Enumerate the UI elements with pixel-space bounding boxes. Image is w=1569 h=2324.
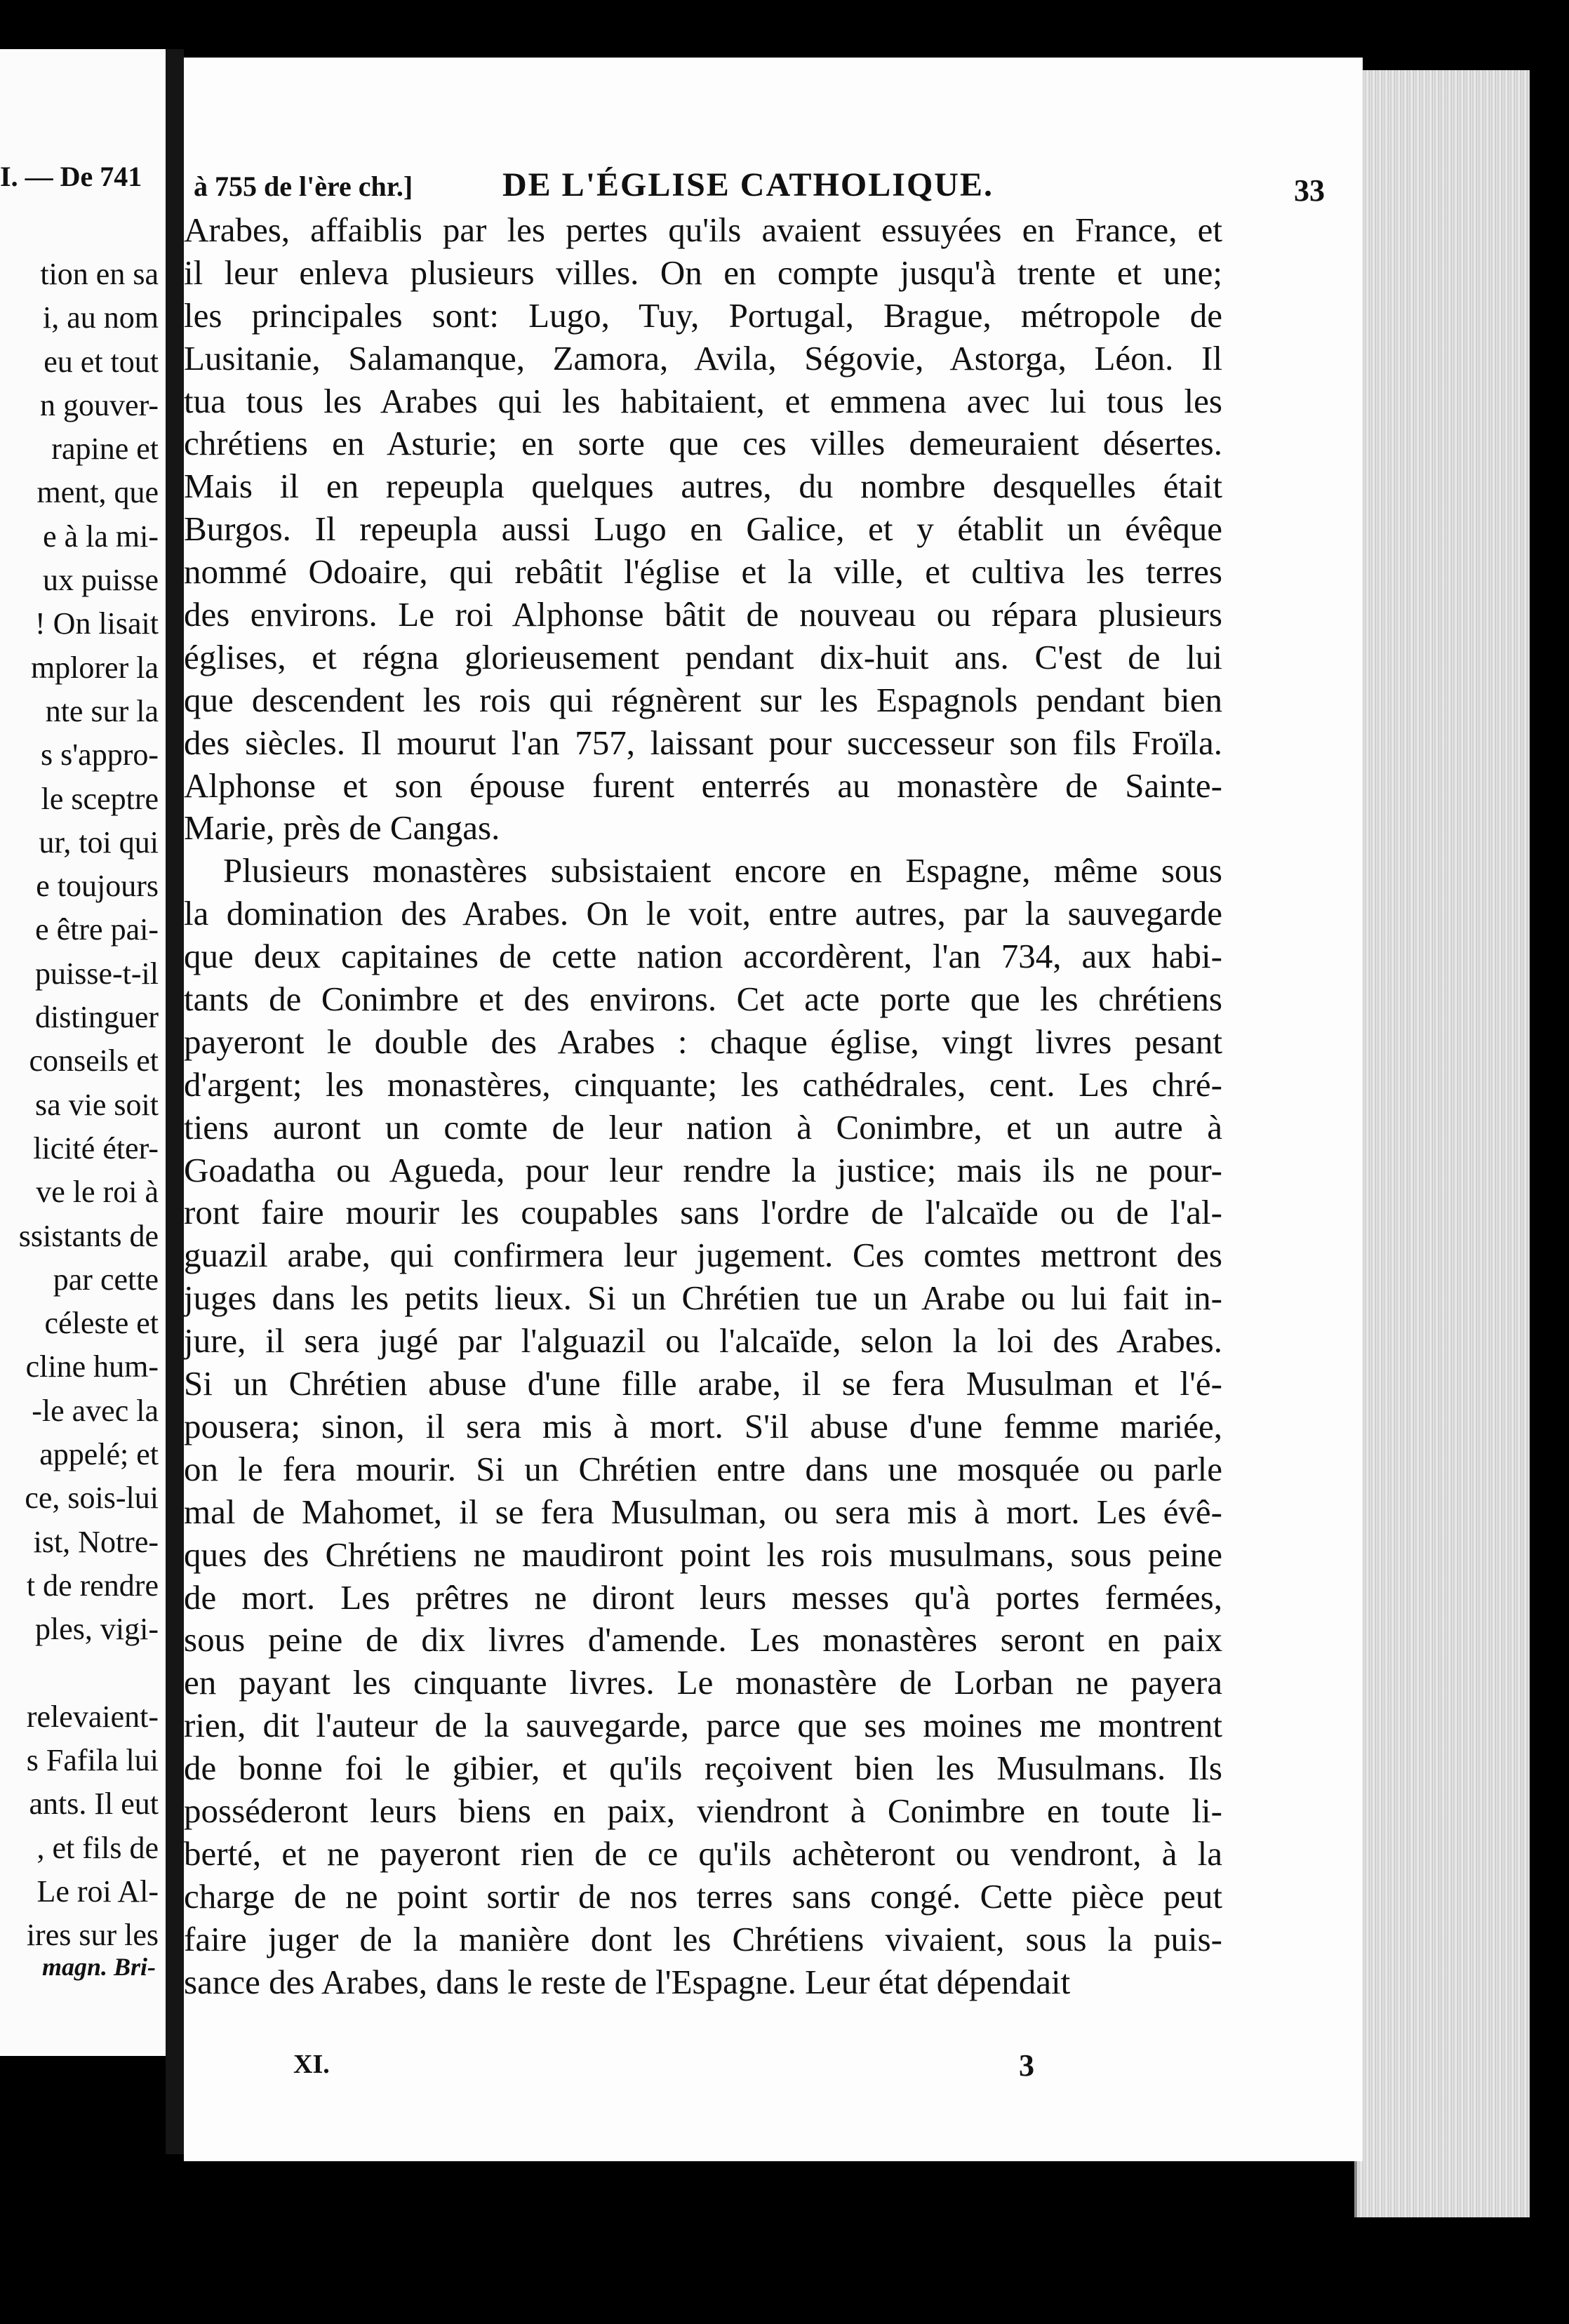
- previous-page-line: e être pai-: [35, 912, 159, 947]
- previous-page-line: ce, sois-lui: [25, 1481, 159, 1516]
- text-line: berté, et ne payeront rien de ce qu'ils achèteront ou vendront, à la: [184, 1834, 1222, 1873]
- book-gutter: [166, 49, 184, 2154]
- previous-page-line: ve le roi à: [36, 1175, 159, 1210]
- text-line: Plusieurs monastères subsistaient encore en Espagne, même sous: [223, 851, 1222, 890]
- body-text: [184, 209, 1222, 2003]
- text-line: en payant les cinquante livres. Le monastère de Lorban ne payera: [184, 1663, 1222, 1702]
- previous-page-line: ur, toi qui: [39, 824, 159, 860]
- previous-page-running-head: I. — De 741: [0, 161, 142, 192]
- text-line: ront faire mourir les coupables sans l'ordre de l'alcaïde ou de l'al-: [184, 1193, 1222, 1232]
- previous-page-line: ires sur les: [26, 1918, 159, 1953]
- previous-page-line: n gouver-: [40, 387, 159, 422]
- text-line: églises, et régna glorieusement pendant dix-huit ans. C'est de lui: [184, 637, 1222, 676]
- text-line: guazil arabe, qui confirmera leur jugement. Ces comtes mettront des: [184, 1236, 1222, 1275]
- text-line: Alphonse et son épouse furent enterrés au monastère de Sainte-: [184, 766, 1222, 805]
- previous-page-line: mplorer la: [30, 650, 159, 685]
- previous-page-line: par cette: [53, 1262, 159, 1297]
- text-line: juges dans les petits lieux. Si un Chrétien tue un Arabe ou lui fait in-: [184, 1278, 1222, 1318]
- previous-page-line: e à la mi-: [43, 519, 159, 554]
- text-line: de mort. Les prêtres ne diront leurs messes qu'à portes fermées,: [184, 1577, 1222, 1617]
- text-line: posséderont leurs biens en paix, viendront à Conimbre en toute li-: [184, 1791, 1222, 1830]
- previous-page-line: licité éter-: [33, 1130, 159, 1166]
- previous-page-line: puisse-t-il: [35, 956, 159, 991]
- text-line: jure, il sera jugé par l'alguazil ou l'alcaïde, selon la loi des Arabes.: [184, 1321, 1222, 1361]
- text-line: Si un Chrétien abuse d'une fille arabe, il se fera Musulman et l'é-: [184, 1364, 1222, 1403]
- previous-page-line: distinguer: [35, 1000, 159, 1035]
- signature-mark: XI.: [293, 2050, 330, 2079]
- text-line: il leur enleva plusieurs villes. On en compte jusqu'à trente et une;: [184, 253, 1222, 292]
- previous-page-line: ants. Il eut: [29, 1787, 159, 1822]
- text-line: Goadatha ou Agueda, pour leur rendre la justice; mais ils ne pour-: [184, 1150, 1222, 1189]
- previous-page-line: cline hum-: [25, 1349, 159, 1384]
- text-line: charge de ne point sortir de nos terres sans congé. Cette pièce peut: [184, 1876, 1222, 1916]
- text-line: tua tous les Arabes qui les habitaient, et emmena avec lui tous les: [184, 381, 1222, 420]
- text-line: des environs. Le roi Alphonse bâtit de nouveau ou répara plusieurs: [184, 595, 1222, 634]
- previous-page-line: t de rendre: [26, 1568, 159, 1603]
- previous-page-line: le sceptre: [41, 781, 159, 816]
- previous-page-footnote: magn. Bri-: [41, 1953, 156, 1981]
- previous-page-line: ment, que: [36, 475, 159, 510]
- previous-page-text: [19, 253, 159, 1958]
- previous-page-line: ples, vigi-: [35, 1612, 159, 1647]
- previous-page-line: s Fafila lui: [26, 1743, 159, 1778]
- previous-page-line: sa vie soit: [35, 1087, 159, 1122]
- text-line: sous peine de dix livres d'amende. Les monastères seront en paix: [184, 1620, 1222, 1659]
- previous-page-line: rapine et: [51, 432, 159, 467]
- text-line: chrétiens en Asturie; en sorte que ces villes demeuraient désertes.: [184, 424, 1222, 463]
- previous-page-line: ux puisse: [43, 563, 159, 598]
- previous-page-line: ist, Notre-: [33, 1524, 159, 1559]
- previous-page-line: i, au nom: [43, 300, 159, 335]
- text-line: tants de Conimbre et des environs. Cet acte porte que les chrétiens: [184, 980, 1222, 1019]
- text-line: des siècles. Il mourut l'an 757, laissant pour successeur son fils Froïla.: [184, 723, 1222, 762]
- text-line: faire juger de la manière dont les Chrétiens vivaient, sous la puis-: [184, 1919, 1222, 1958]
- text-line: d'argent; les monastères, cinquante; les cathédrales, cent. Les chré-: [184, 1064, 1222, 1104]
- text-line: pousera; sinon, il sera mis à mort. S'il abuse d'une femme mariée,: [184, 1406, 1222, 1445]
- previous-page-line: e toujours: [36, 869, 159, 904]
- text-line: que descendent les rois qui régnèrent sur les Espagnols pendant bien: [184, 680, 1222, 719]
- running-head-date-range: à 755 de l'ère chr.]: [194, 171, 413, 202]
- text-line: on le fera mourir. Si un Chrétien entre dans une mosquée ou parle: [184, 1449, 1222, 1488]
- text-line: nommé Odoaire, qui rebâtit l'église et la ville, et cultiva les terres: [184, 552, 1222, 592]
- previous-page-line: Le roi Al-: [36, 1874, 159, 1909]
- folio-number: 3: [1019, 2048, 1034, 2083]
- book-page: [184, 58, 1363, 2161]
- running-head: [194, 166, 1360, 212]
- running-head-title: DE L'ÉGLISE CATHOLIQUE.: [502, 166, 994, 203]
- page-stack-edge: [1354, 70, 1530, 2217]
- previous-page-line: conseils et: [29, 1043, 159, 1078]
- text-line: sance des Arabes, dans le reste de l'Espagne. Leur état dépendait: [184, 1962, 1071, 2001]
- previous-page-line: céleste et: [44, 1306, 159, 1341]
- text-line: Mais il en repeupla quelques autres, du nombre desquelles était: [184, 467, 1222, 506]
- previous-page-line: s s'appro-: [40, 737, 159, 773]
- previous-page-line: nte sur la: [45, 693, 159, 728]
- previous-page-line: ssistants de: [18, 1218, 159, 1253]
- text-line: payeront le double des Arabes : chaque église, vingt livres pesant: [184, 1022, 1222, 1061]
- text-line: Burgos. Il repeupla aussi Lugo en Galice, et y établit un évêque: [184, 509, 1222, 549]
- text-line: rien, dit l'auteur de la sauvegarde, parce que ses moines me montrent: [184, 1706, 1222, 1745]
- text-line: les principales sont: Lugo, Tuy, Portugal, Brague, métropole de: [184, 295, 1222, 335]
- previous-page-line: [19, 1652, 159, 1695]
- previous-page-line: appelé; et: [39, 1437, 159, 1472]
- text-line: de bonne foi le gibier, et qu'ils reçoivent bien les Musulmans. Ils: [184, 1749, 1222, 1788]
- previous-page-line: ! On lisait: [35, 606, 159, 641]
- text-line: ques des Chrétiens ne maudiront point les rois musulmans, sous peine: [184, 1535, 1222, 1574]
- page-number: 33: [1294, 173, 1325, 208]
- previous-page-line: , et fils de: [36, 1830, 159, 1865]
- text-line: mal de Mahomet, il se fera Musulman, ou sera mis à mort. Les évê-: [184, 1492, 1222, 1531]
- previous-page-line: tion en sa: [40, 257, 159, 291]
- text-line: Marie, près de Cangas.: [184, 808, 500, 848]
- text-line: que deux capitaines de cette nation accordèrent, l'an 734, aux habi-: [184, 937, 1222, 976]
- previous-page: [0, 49, 166, 2056]
- text-line: tiens auront un comte de leur nation à Conimbre, et un autre à: [184, 1107, 1222, 1147]
- text-line: Arabes, affaiblis par les pertes qu'ils avaient essuyées en France, et: [184, 211, 1222, 249]
- previous-page-line: -le avec la: [32, 1393, 159, 1428]
- previous-page-line: eu et tout: [44, 344, 159, 379]
- text-line: la domination des Arabes. On le voit, entre autres, par la sauvegarde: [184, 894, 1222, 933]
- text-line: Lusitanie, Salamanque, Zamora, Avila, Ségovie, Astorga, Léon. Il: [184, 338, 1222, 378]
- previous-page-line: relevaient-: [26, 1699, 159, 1734]
